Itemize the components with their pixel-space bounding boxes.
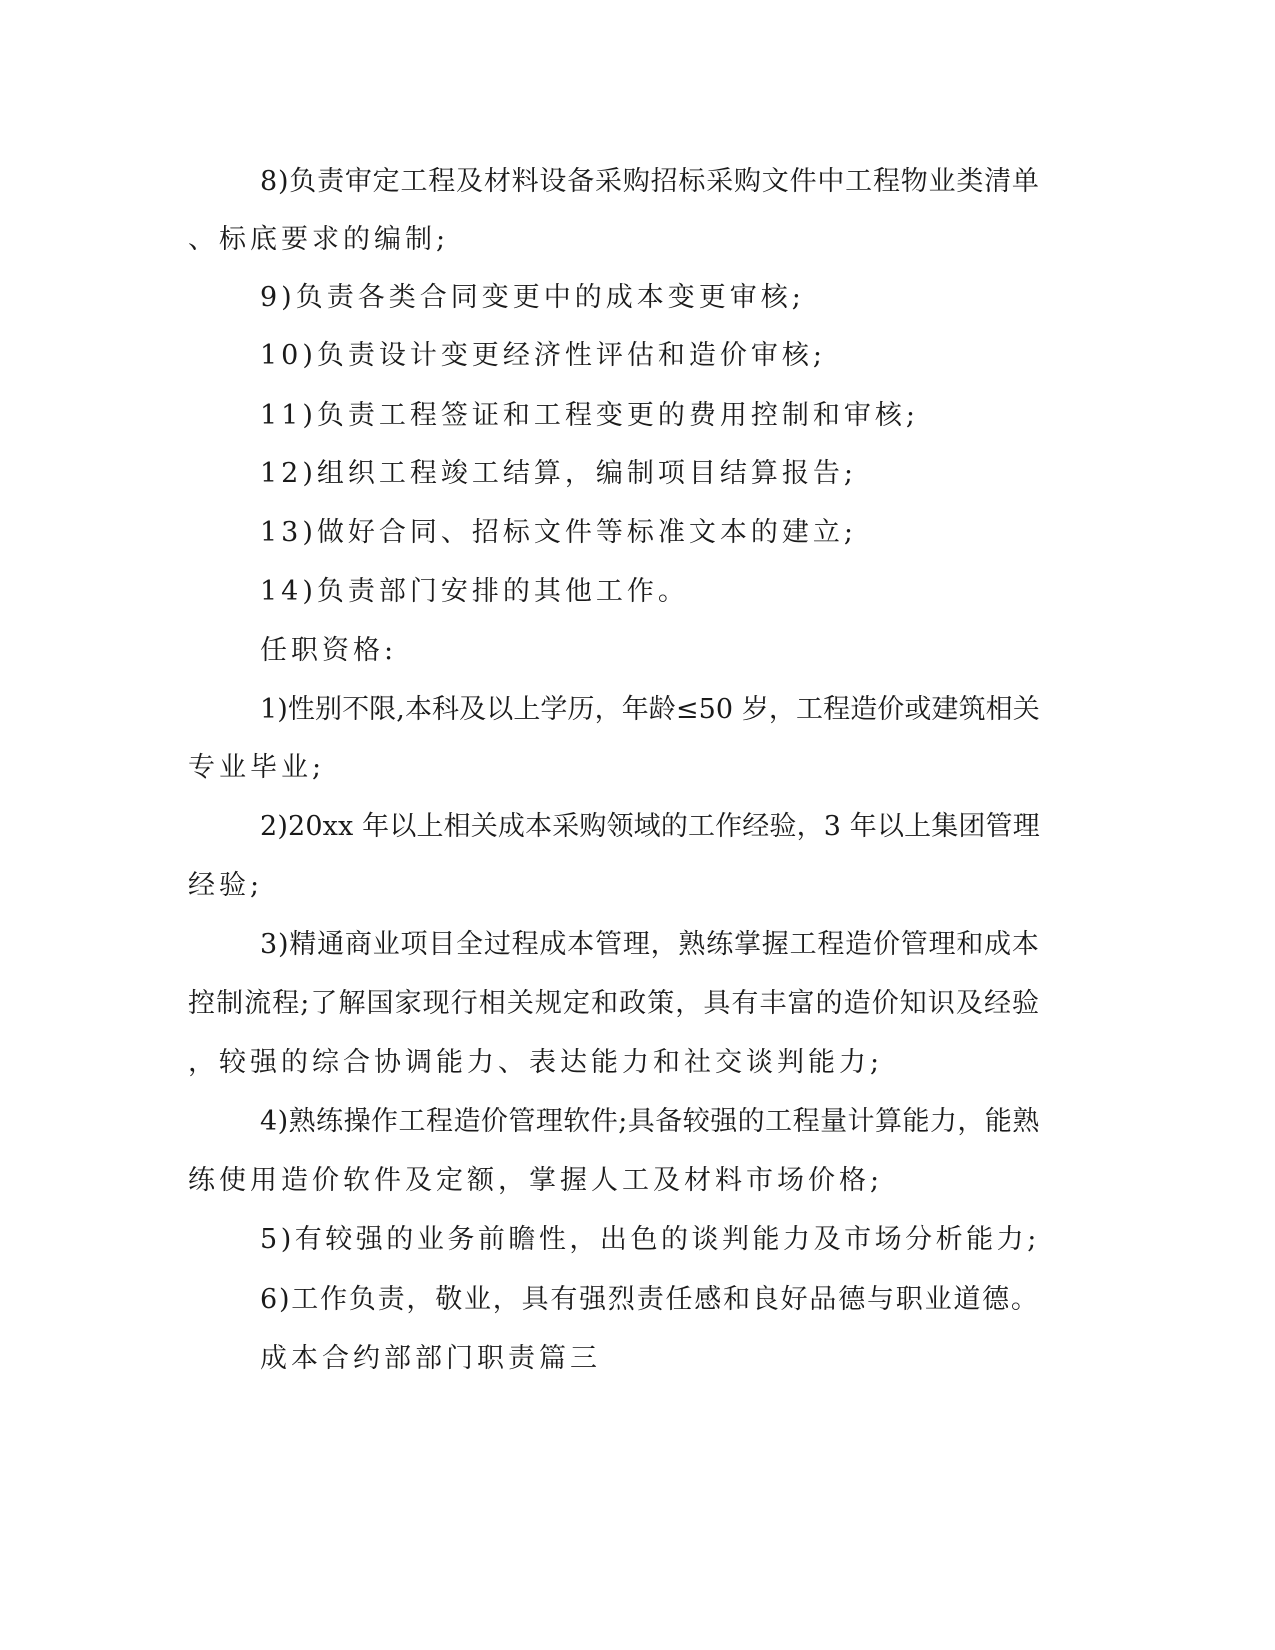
text-line: 、标底要求的编制; — [188, 224, 450, 255]
text-line: 10)负责设计变更经济性评估和造价审核; — [260, 340, 826, 371]
text-line: 5)有较强的业务前瞻性，出色的谈判能力及市场分析能力; — [260, 1224, 1040, 1255]
text-line: 8)负责审定工程及材料设备采购招标采购文件中工程物业类清单 — [260, 166, 1040, 197]
section-heading: 任职资格: — [260, 635, 398, 666]
section-title: 成本合约部部门职责篇三 — [260, 1343, 601, 1374]
text-line: 14)负责部门安排的其他工作。 — [260, 576, 689, 607]
text-line: 6)工作负责，敬业，具有强烈责任感和良好品德与职业道德。 — [260, 1284, 1040, 1315]
text-line: 练使用造价软件及定额，掌握人工及材料市场价格; — [188, 1165, 884, 1196]
text-line: ，较强的综合协调能力、表达能力和社交谈判能力; — [188, 1047, 884, 1078]
text-line: 专业毕业; — [188, 752, 326, 783]
text-line: 13)做好合同、招标文件等标准文本的建立; — [260, 517, 857, 548]
text-line: 2)20xx 年以上相关成本采购领域的工作经验，3 年以上集团管理 — [260, 811, 1040, 842]
text-line: 4)熟练操作工程造价管理软件;具备较强的工程量计算能力，能熟 — [260, 1106, 1040, 1137]
text-line: 经验; — [188, 870, 264, 901]
text-line: 9)负责各类合同变更中的成本变更审核; — [260, 282, 805, 313]
text-line: 11)负责工程签证和工程变更的费用控制和审核; — [260, 400, 919, 431]
text-line: 1)性别不限,本科及以上学历，年龄≤50 岁，工程造价或建筑相关 — [260, 694, 1040, 725]
text-line: 控制流程;了解国家现行相关规定和政策，具有丰富的造价知识及经验 — [188, 988, 1041, 1019]
text-line: 3)精通商业项目全过程成本管理，熟练掌握工程造价管理和成本 — [260, 929, 1040, 960]
text-line: 12)组织工程竣工结算，编制项目结算报告; — [260, 458, 857, 489]
